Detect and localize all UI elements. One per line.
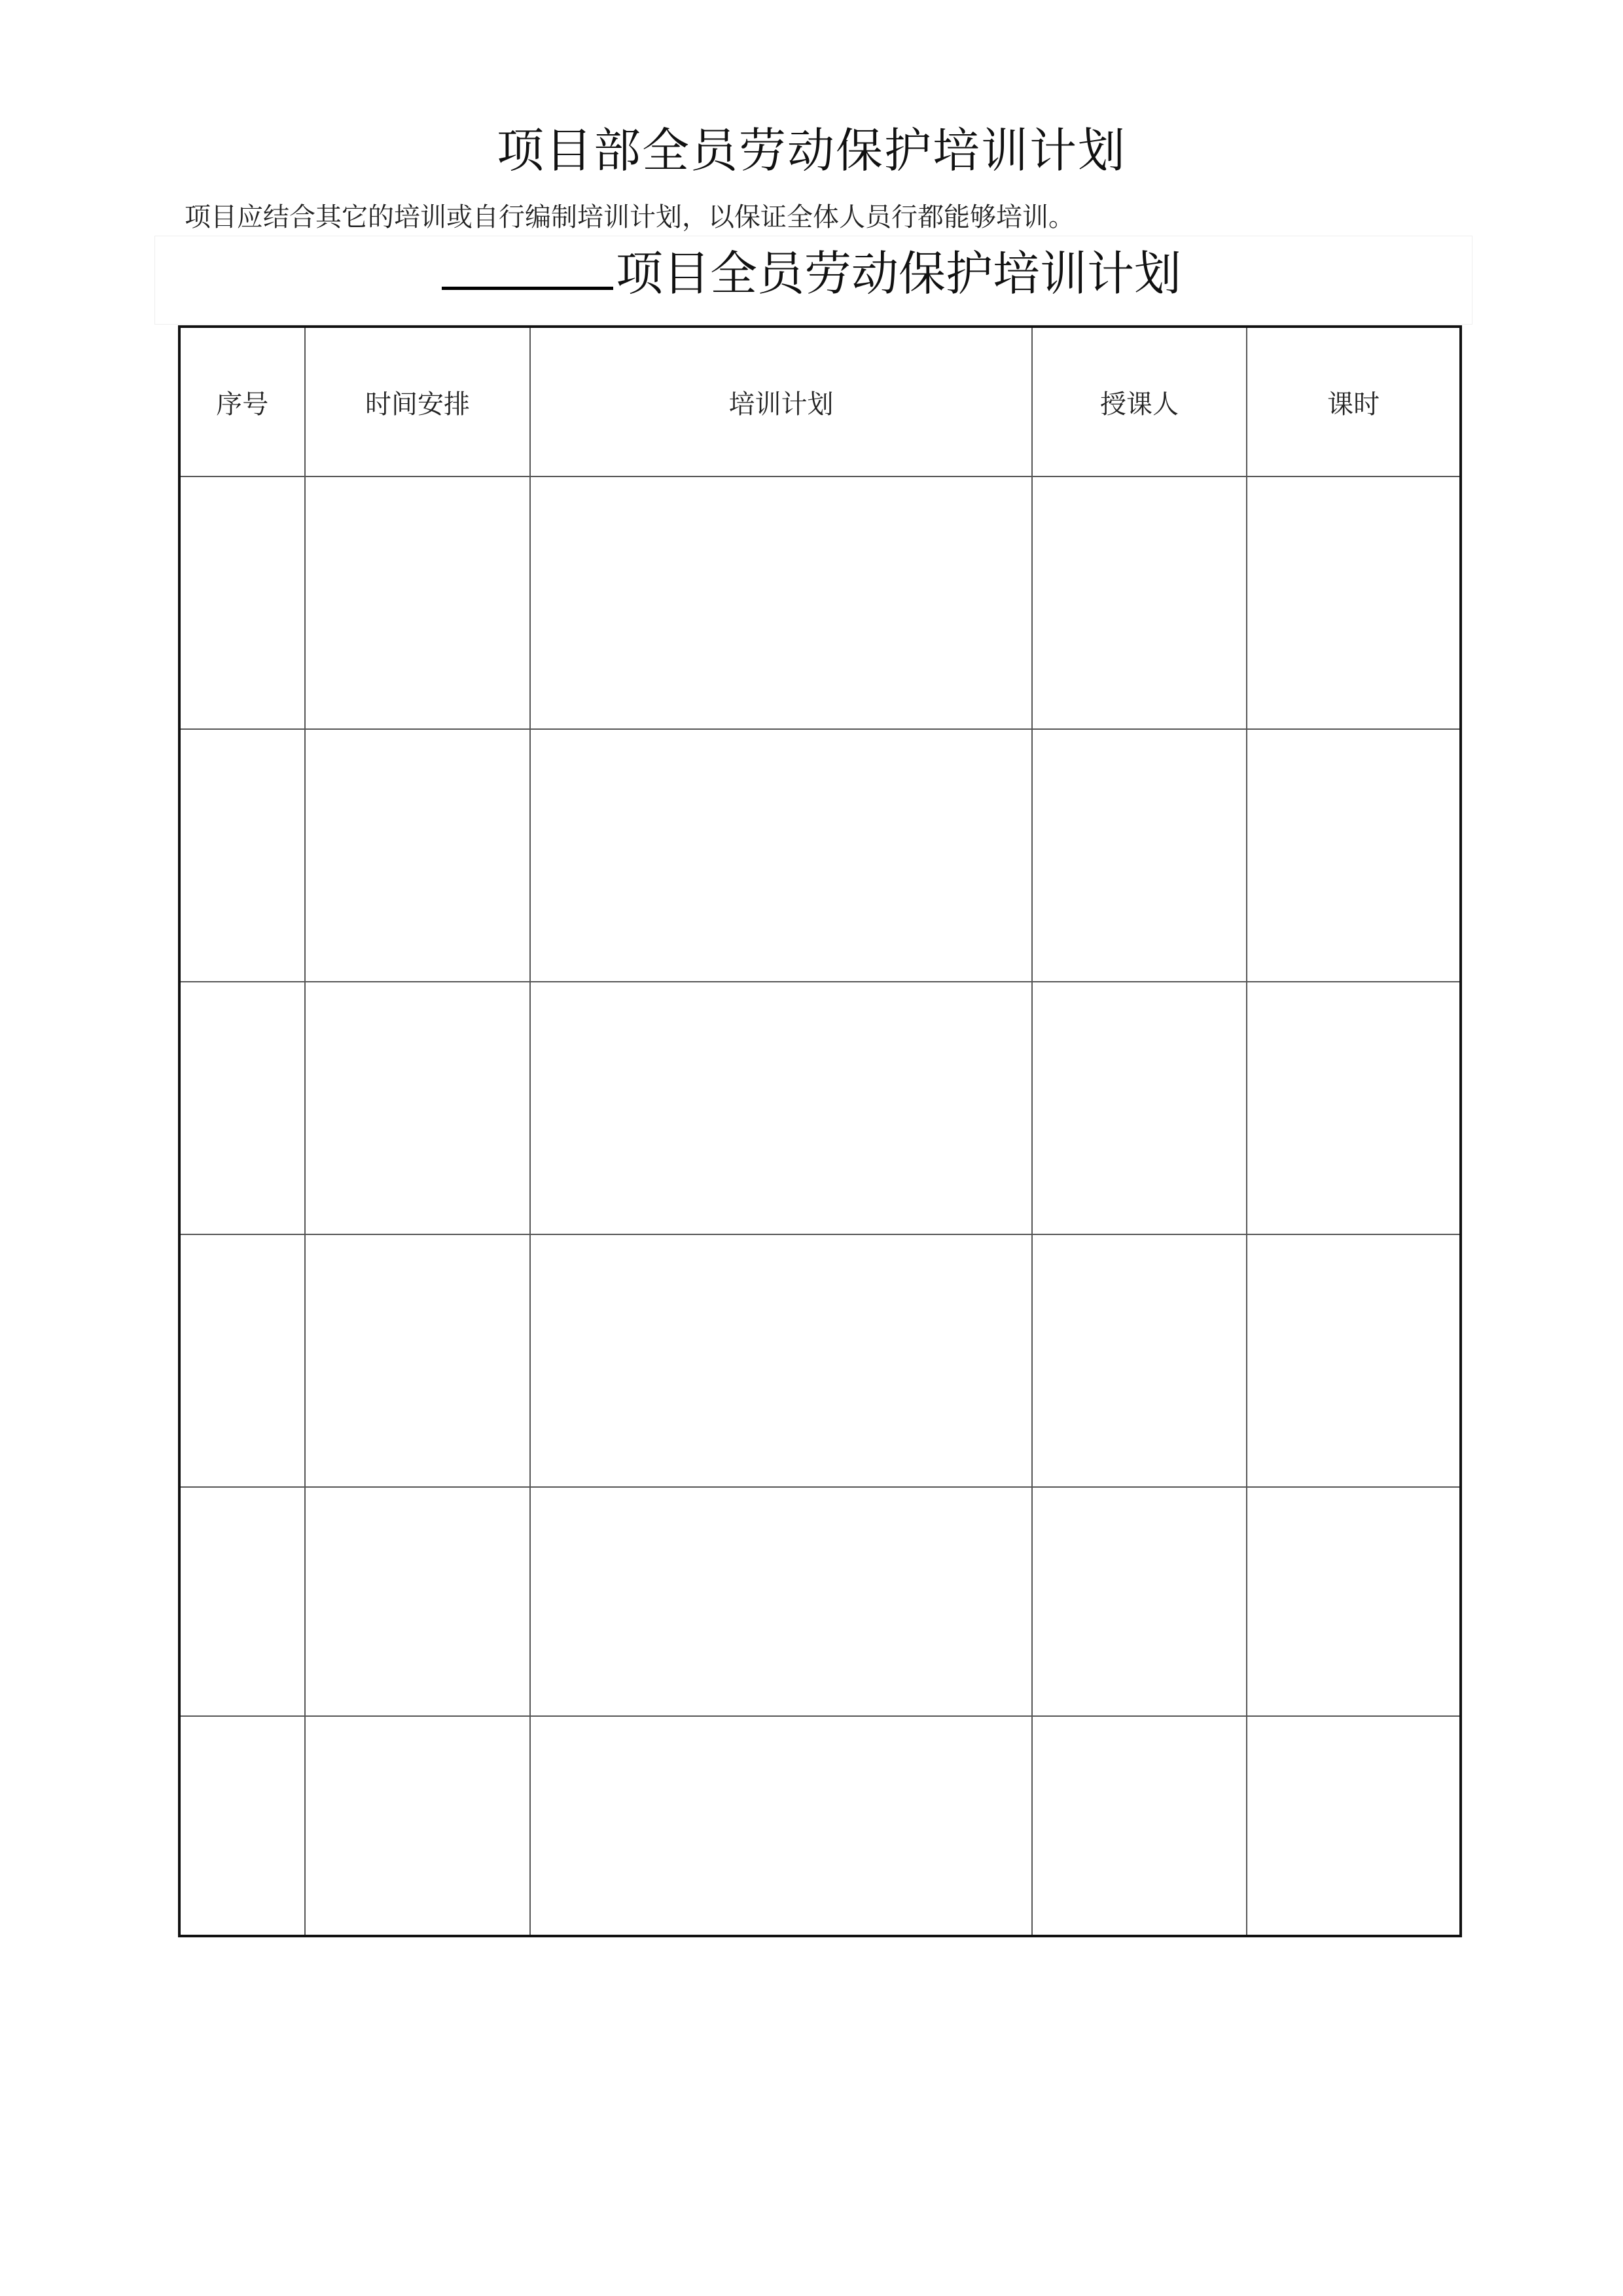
cell-index[interactable] <box>179 1487 305 1716</box>
cell-schedule[interactable] <box>305 729 531 982</box>
document-title: 项目部全员劳动保护培训计划 <box>496 123 1126 178</box>
cell-schedule[interactable] <box>305 476 531 729</box>
cell-plan[interactable] <box>530 729 1031 982</box>
table-row <box>179 476 1461 729</box>
cell-index[interactable] <box>179 729 305 982</box>
cell-instructor[interactable] <box>1032 1487 1247 1716</box>
project-name-blank[interactable] <box>442 241 613 290</box>
cell-instructor[interactable] <box>1032 1716 1247 1936</box>
cell-schedule[interactable] <box>305 1716 531 1936</box>
cell-schedule[interactable] <box>305 1234 531 1487</box>
cell-instructor[interactable] <box>1032 1234 1247 1487</box>
cell-hours[interactable] <box>1247 1487 1461 1716</box>
header-instructor: 授课人 <box>1032 327 1247 476</box>
cell-instructor[interactable] <box>1032 982 1247 1234</box>
cell-hours[interactable] <box>1247 729 1461 982</box>
cell-schedule[interactable] <box>305 1487 531 1716</box>
cell-hours[interactable] <box>1247 476 1461 729</box>
cell-plan[interactable] <box>530 982 1031 1234</box>
cell-plan[interactable] <box>530 476 1031 729</box>
table-row <box>179 1716 1461 1936</box>
cell-index[interactable] <box>179 1716 305 1936</box>
form-title <box>0 241 1623 306</box>
table-row <box>179 729 1461 982</box>
training-plan-table <box>178 325 1462 1937</box>
form-title-text: 项目全员劳动保护培训计划 <box>615 246 1181 301</box>
document-intro: 项目应结合其它的培训或自行编制培训计划，以保证全体人员行都能够培训。 <box>185 202 1075 232</box>
header-hours: 课时 <box>1247 327 1461 476</box>
header-index: 序号 <box>179 327 305 476</box>
cell-plan[interactable] <box>530 1234 1031 1487</box>
table-header-row <box>179 327 1461 476</box>
cell-plan[interactable] <box>530 1487 1031 1716</box>
cell-instructor[interactable] <box>1032 476 1247 729</box>
header-schedule: 时间安排 <box>305 327 531 476</box>
cell-plan[interactable] <box>530 1716 1031 1936</box>
cell-index[interactable] <box>179 982 305 1234</box>
cell-hours[interactable] <box>1247 1234 1461 1487</box>
table-row <box>179 1487 1461 1716</box>
cell-hours[interactable] <box>1247 1716 1461 1936</box>
header-plan: 培训计划 <box>530 327 1031 476</box>
cell-schedule[interactable] <box>305 982 531 1234</box>
cell-hours[interactable] <box>1247 982 1461 1234</box>
cell-instructor[interactable] <box>1032 729 1247 982</box>
cell-index[interactable] <box>179 1234 305 1487</box>
cell-index[interactable] <box>179 476 305 729</box>
table-row <box>179 1234 1461 1487</box>
table-row <box>179 982 1461 1234</box>
